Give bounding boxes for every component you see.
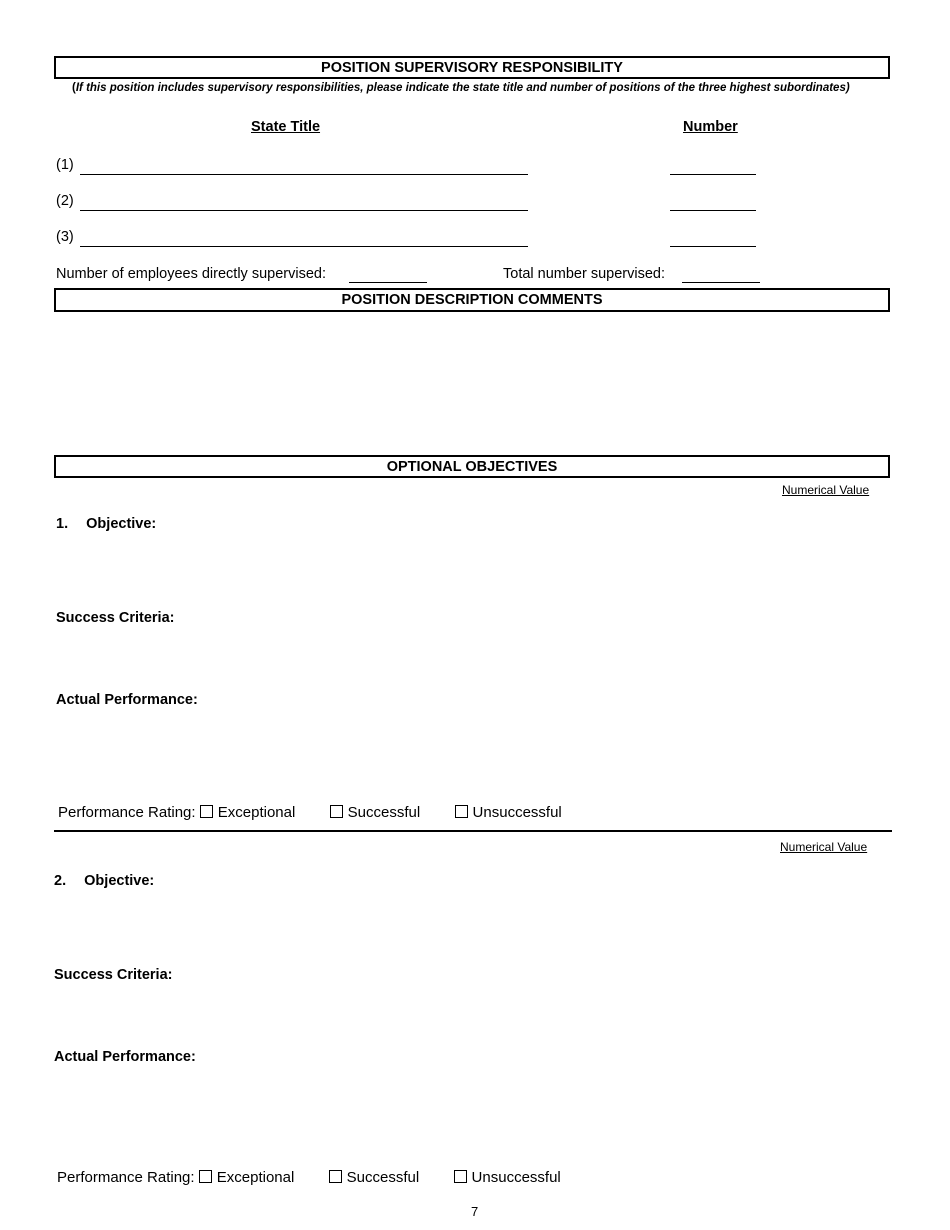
success-criteria-2-label: Success Criteria: [54,967,173,983]
objective-number: 1. [56,516,69,532]
note-text: If this position includes supervisory responsibilities, please indicate the state title and number of positions of the three highest subordinates) [75,82,850,94]
objective-1-heading [56,516,156,532]
number-field-1[interactable] [670,158,756,175]
supervisory-instructions [72,81,862,95]
total-supervised-field[interactable] [682,266,760,283]
objective-label: Objective: [86,516,157,532]
objectives-section-title: OPTIONAL OBJECTIVES [54,455,890,478]
state-title-field-3[interactable] [80,230,528,247]
subordinate-row-3 [56,229,74,245]
objective-label: Objective: [84,873,155,889]
option-label: Successful [346,1169,420,1186]
checkbox-unsuccessful-1[interactable] [455,804,562,821]
rating-label: Performance Rating: [57,1169,195,1186]
number-field-2[interactable] [670,194,756,211]
objective-number: 2. [54,873,67,889]
option-label: Successful [347,804,421,821]
total-supervised-label: Total number supervised: [503,266,665,282]
checkbox-exceptional-2[interactable] [199,1169,295,1186]
objective-2-heading [54,873,154,889]
checkbox-icon [329,1170,342,1183]
directly-supervised-field[interactable] [349,266,427,283]
checkbox-exceptional-1[interactable] [200,804,296,821]
comments-section-title: POSITION DESCRIPTION COMMENTS [54,288,890,312]
page-number: 7 [471,1204,479,1219]
checkbox-successful-2[interactable] [329,1169,420,1186]
performance-rating-2 [57,1169,561,1186]
row-number: (2) [56,193,74,209]
success-criteria-1-label: Success Criteria: [56,610,175,626]
rating-label: Performance Rating: [58,804,196,821]
row-number: (1) [56,157,74,173]
numerical-value-label-1: Numerical Value [782,483,870,497]
supervisory-section-title: POSITION SUPERVISORY RESPONSIBILITY [54,56,890,79]
option-label: Unsuccessful [472,804,562,821]
row-number: (3) [56,229,74,245]
checkbox-successful-1[interactable] [330,804,421,821]
option-label: Exceptional [217,804,296,821]
number-column-header: Number [683,119,738,135]
state-title-field-1[interactable] [80,158,528,175]
performance-rating-1 [58,804,562,821]
comments-area[interactable] [54,314,890,452]
checkbox-icon [330,805,343,818]
subordinate-row-2 [56,193,74,209]
note-open-paren: ( [72,82,76,94]
state-title-field-2[interactable] [80,194,528,211]
checkbox-icon [199,1170,212,1183]
checkbox-icon [454,1170,467,1183]
actual-performance-2-label: Actual Performance: [54,1049,196,1065]
option-label: Exceptional [216,1169,295,1186]
directly-supervised-label: Number of employees directly supervised: [56,266,326,282]
checkbox-icon [200,805,213,818]
objective-divider [54,830,892,832]
checkbox-icon [455,805,468,818]
numerical-value-label-2: Numerical Value [780,840,868,854]
checkbox-unsuccessful-2[interactable] [454,1169,561,1186]
number-field-3[interactable] [670,230,756,247]
subordinate-row-1 [56,157,74,173]
actual-performance-1-label: Actual Performance: [56,692,198,708]
state-title-column-header: State Title [251,119,321,135]
option-label: Unsuccessful [471,1169,561,1186]
